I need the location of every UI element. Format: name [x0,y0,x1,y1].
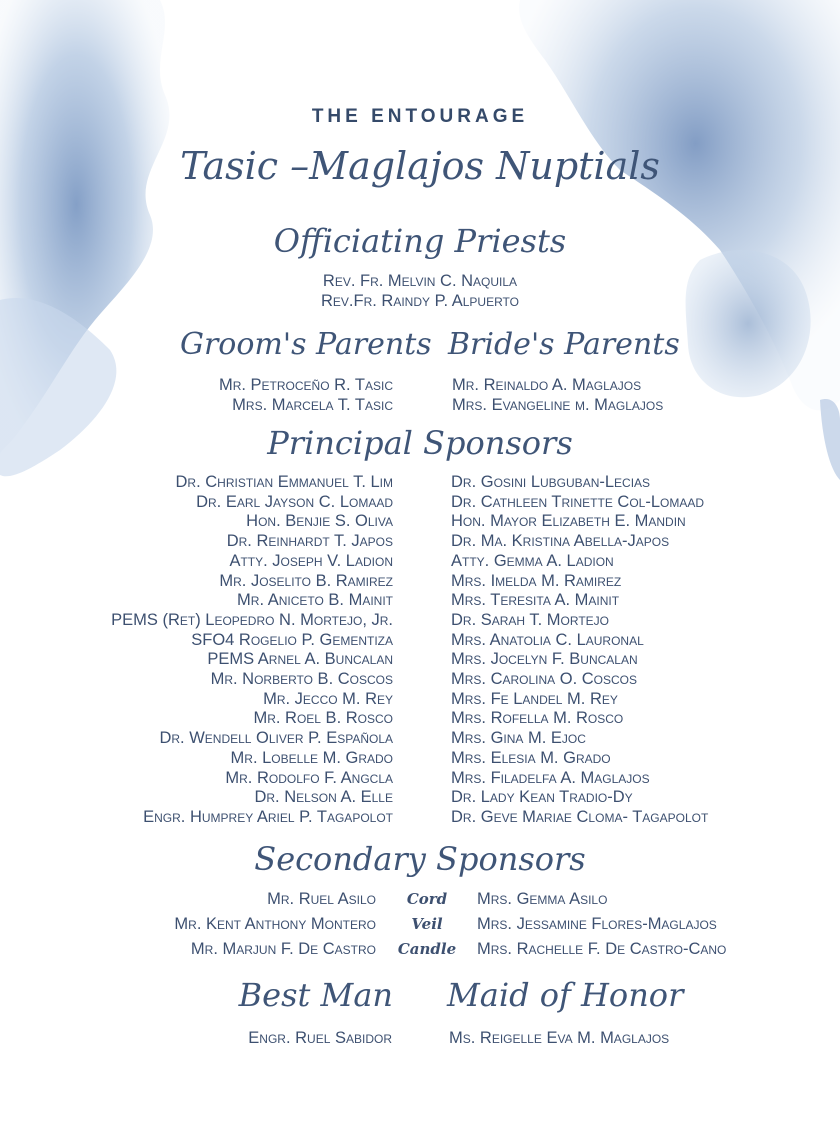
principal-sponsors-right [451,473,836,828]
secondary-sponsors-right [477,887,837,962]
list-item: Mr. Marjun F. De Castro [190,940,376,958]
brides-parents-list [452,376,832,415]
principal-sponsors-left [0,473,393,828]
list-item: SFO4 Rogelio P. Gementiza [191,630,393,649]
list-item: Mrs. Rachelle F. De Castro-Cano [477,940,727,958]
officiating-list [0,272,840,311]
secondary-sponsors-left [0,887,376,962]
list-item: Mrs. Gemma Asilo [477,890,608,908]
list-item: Mrs. Elesia M. Grado [451,748,611,767]
list-item: Mrs. Anatolia C. Lauronal [451,630,644,649]
list-item: Engr. Humprey Ariel P. Tagapolot [143,807,393,826]
list-item: Dr. Sarah T. Mortejo [451,610,609,629]
list-item: Atty. Joseph V. Ladion [229,551,393,570]
list-item: Mrs. Imelda M. Ramirez [451,571,622,590]
list-item: Mr. Lobelle M. Grado [230,748,393,767]
officiating-heading: Officiating Priests [273,222,567,260]
brides-parents-heading: Bride's Parents [448,327,680,362]
maid-of-honor-name: Ms. Reigelle Eva M. Maglajos [449,1029,670,1047]
list-item: Hon. Benjie S. Oliva [246,512,393,531]
list-item: Mrs. Fe Landel M. Rey [451,689,618,708]
list-item: Mr. Kent Anthony Montero [174,915,376,933]
list-item: Mrs. Marcela T. Tasic [232,395,393,414]
list-item: Mrs. Evangeline m. Maglajos [452,395,664,414]
list-item: Mrs. Carolina O. Coscos [451,670,638,689]
list-item: Mrs. Filadelfa A. Maglajos [451,768,650,787]
principal-sponsors-heading: Principal Sponsors [267,424,573,462]
list-item: Dr. Earl Jayson C. Lomaad [196,492,393,511]
grooms-parents-heading: Groom's Parents [180,327,432,362]
best-man-heading: Best Man [238,976,393,1014]
couple-names: Tasic –Maglajos Nuptials [180,144,660,188]
list-item: Mr. Reinaldo A. Maglajos [452,376,642,394]
list-item: Mr. Joselito B. Ramirez [219,571,393,590]
grooms-parents-list [0,376,393,415]
list-item: Hon. Mayor Elizabeth E. Mandin [451,512,686,531]
secondary-sponsors-heading: Secondary Sponsors [254,840,586,878]
list-item: Mrs. Jocelyn F. Buncalan [451,650,638,669]
list-item: Mr. Aniceto B. Mainit [237,591,393,610]
list-item: Dr. Wendell Oliver P. Española [159,729,393,748]
role-label: Veil [411,915,443,933]
list-item: Dr. Gosini Lubguban-Lecias [451,473,651,491]
list-item: Atty. Gemma A. Ladion [451,551,614,570]
list-item: PEMS Arnel A. Buncalan [207,650,393,669]
list-item: Dr. Christian Emmanuel T. Lim [175,473,393,491]
list-item: PEMS (Ret) Leopedro N. Mortejo, Jr. [111,610,393,629]
list-item: Mr. Petroceño R. Tasic [218,376,393,394]
list-item: Dr. Lady Kean Tradio-Dy [451,788,633,807]
role-label: Candle [397,940,457,958]
list-item: Mrs. Rofella M. Rosco [451,709,624,728]
list-item: Dr. Reinhardt T. Japos [226,532,393,551]
maid-of-honor-heading: Maid of Honor [447,976,684,1014]
list-item: Mr. Jecco M. Rey [263,689,393,708]
list-item: Dr. Geve Mariae Cloma- Tagapolot [451,807,709,826]
entourage-title: THE ENTOURAGE [311,106,529,127]
best-man-name: Engr. Ruel Sabidor [248,1029,392,1047]
list-item: Rev.Fr. Raindy P. Alpuerto [321,291,519,310]
role-label: Cord [406,890,448,908]
list-item: Mr. Roel B. Rosco [253,709,393,728]
list-item: Mr. Ruel Asilo [267,890,376,908]
list-item: Rev. Fr. Melvin C. Naquila [322,272,518,290]
list-item: Mr. Norberto B. Coscos [210,670,393,689]
secondary-roles [382,887,472,962]
list-item: Dr. Ma. Kristina Abella-Japos [451,532,670,551]
list-item: Dr. Nelson A. Elle [254,788,393,807]
list-item: Mrs. Teresita A. Mainit [451,591,620,610]
list-item: Mrs. Gina M. Ejoc [451,729,586,748]
list-item: Dr. Cathleen Trinette Col-Lomaad [451,492,705,511]
list-item: Mrs. Jessamine Flores-Maglajos [477,915,717,933]
list-item: Mr. Rodolfo F. Angcla [225,768,393,787]
